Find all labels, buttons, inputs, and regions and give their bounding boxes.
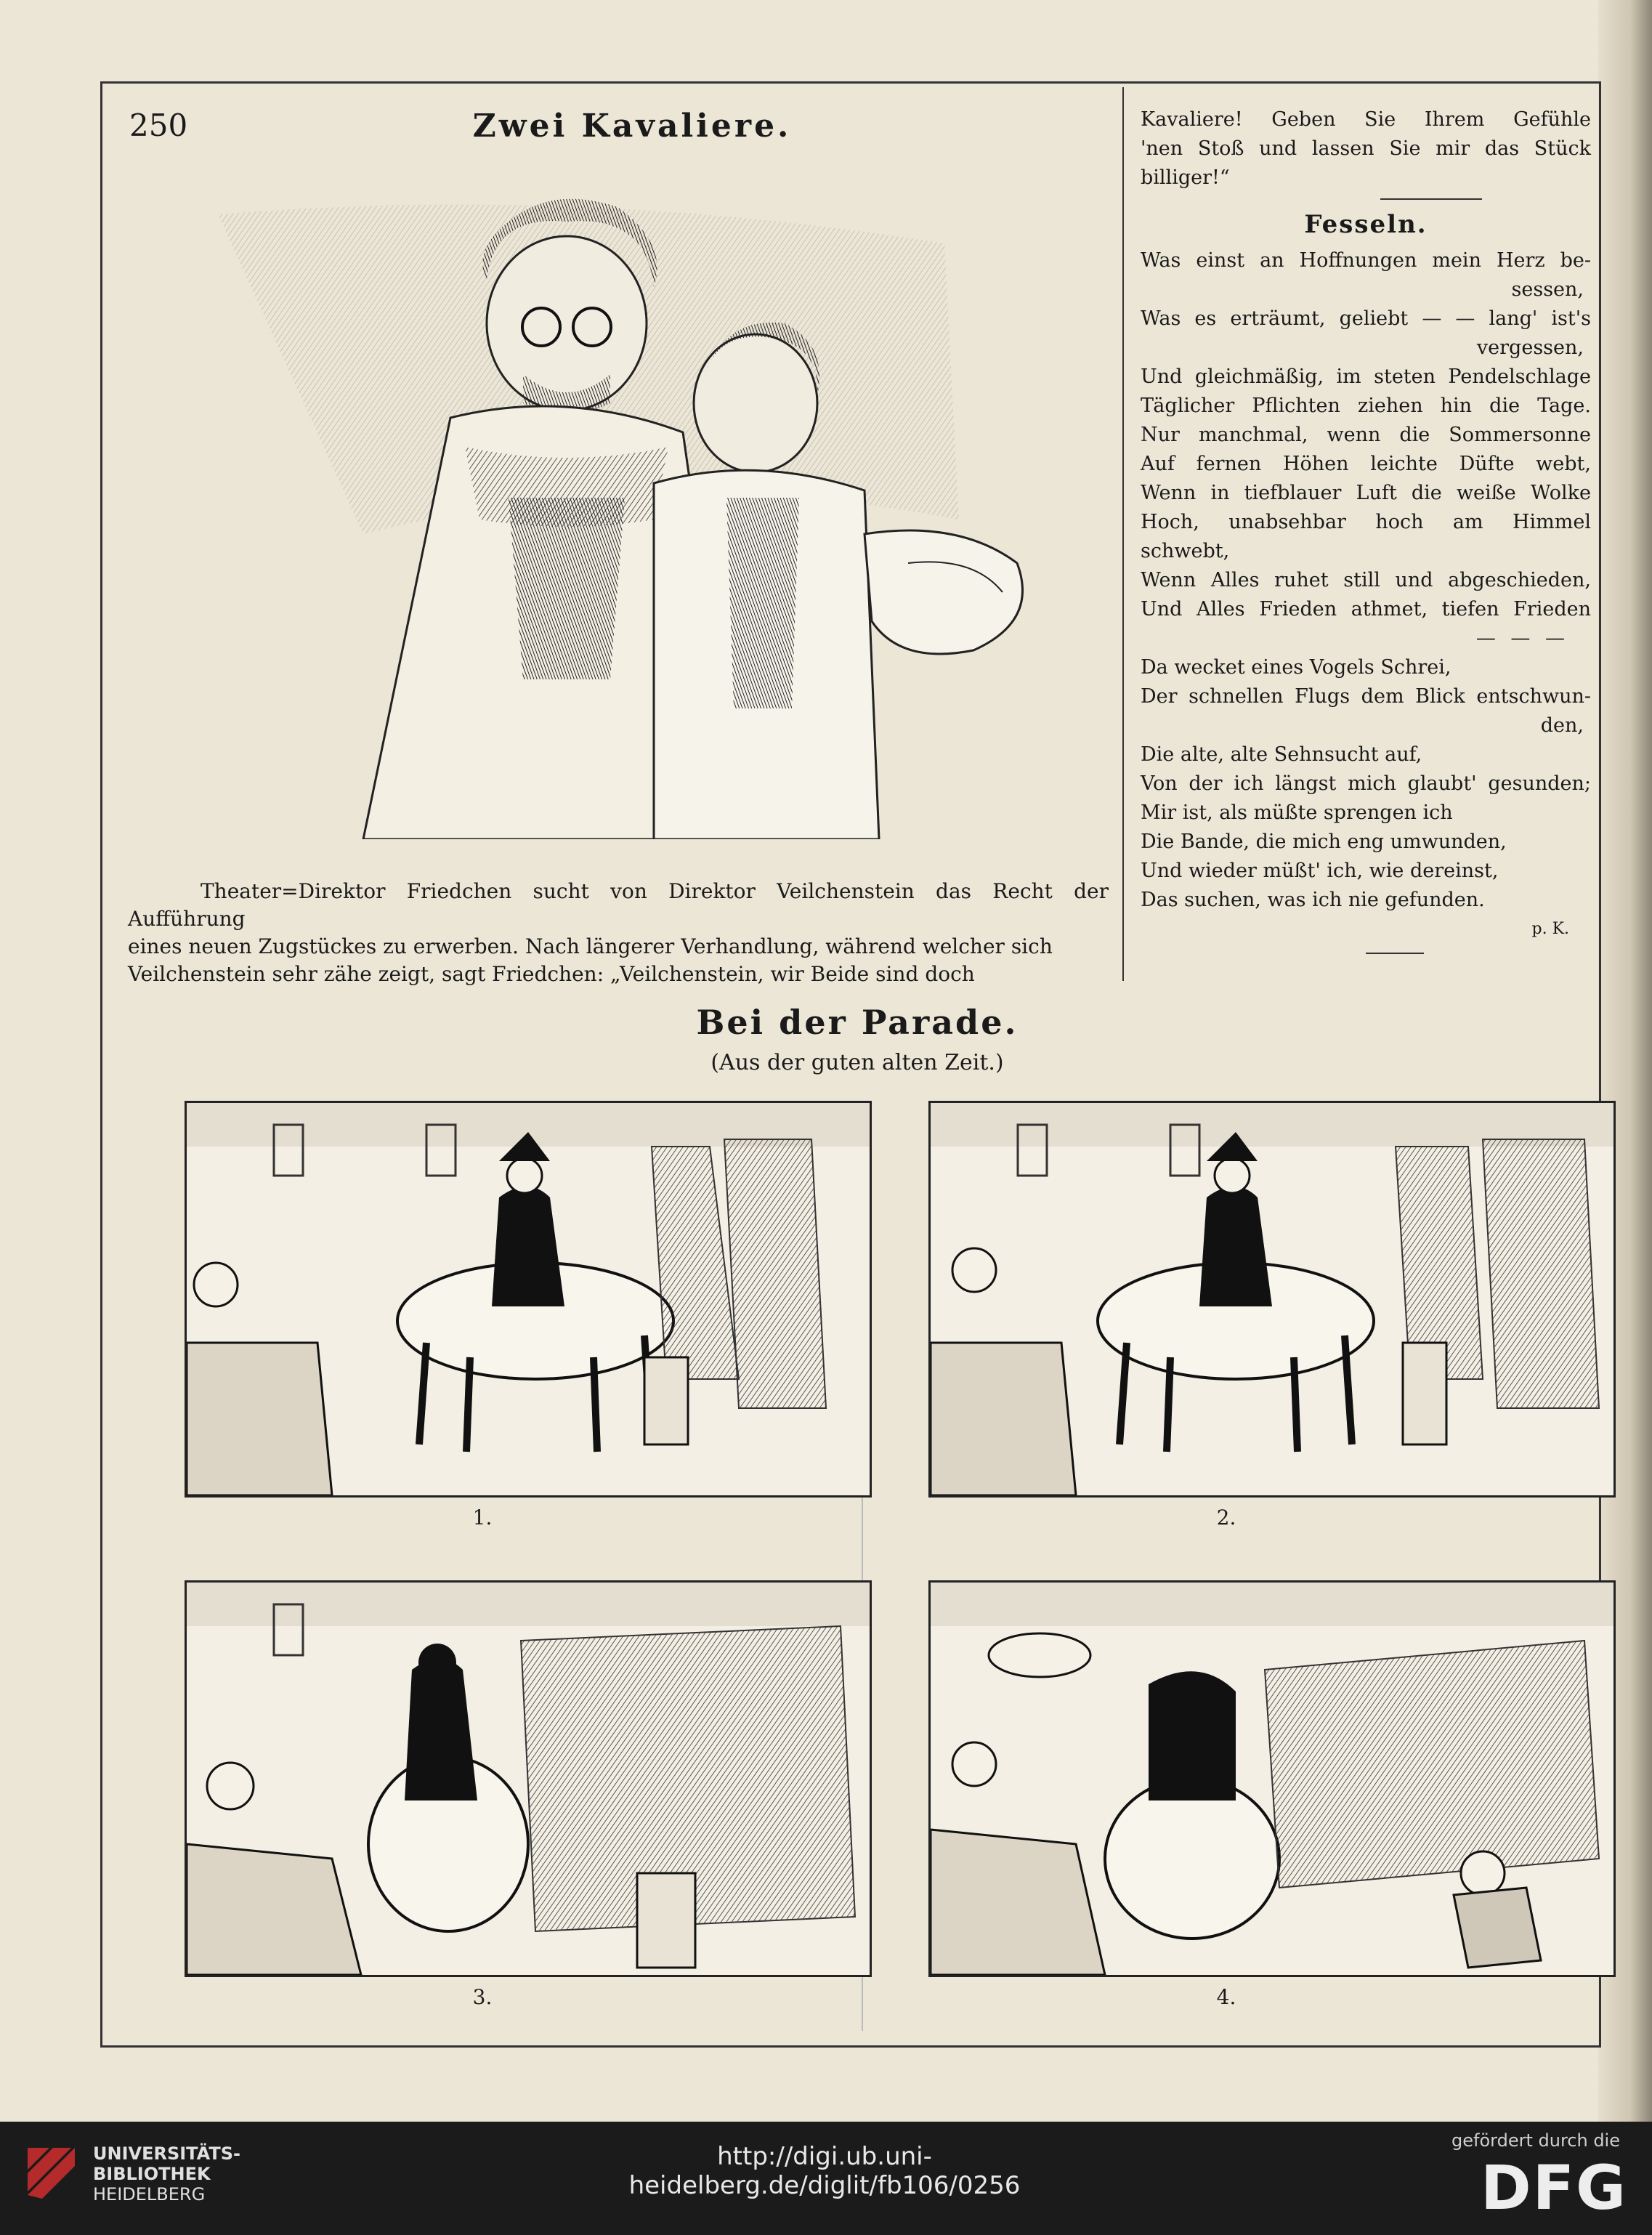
- poem-line: Auf fernen Höhen leichte Düfte webt,: [1141, 453, 1591, 475]
- poem-line: Mir ist, als müßte sprengen ich: [1141, 801, 1453, 824]
- panel-drawing: [931, 1583, 1613, 1975]
- stanza-separator: — — —: [1475, 627, 1569, 650]
- poem-line: Und gleichmäßig, im steten Pendelschlage: [1141, 365, 1591, 388]
- column-divider: [1122, 87, 1124, 981]
- poem-line: Wenn Alles ruhet still und abgeschieden,: [1141, 569, 1591, 591]
- poem-line: Wenn in tiefblauer Luft die weiße Wolke: [1141, 482, 1591, 504]
- comic-panel-4: [928, 1580, 1616, 1977]
- illustration-caption: [128, 878, 1109, 988]
- panel-number: 4.: [1216, 1985, 1236, 2009]
- right-column: [1141, 105, 1591, 954]
- comic-title: Bei der Parade.: [696, 1003, 1019, 1042]
- panel-number: 2.: [1216, 1506, 1236, 1529]
- poem-line: Die Bande, die mich eng umwunden,: [1141, 830, 1507, 853]
- library-logo-icon: [20, 2141, 78, 2213]
- comic-panel-1: [185, 1101, 872, 1498]
- comic-subtitle: (Aus der guten alten Zeit.): [710, 1050, 1004, 1075]
- poem-title: Fesseln.: [1304, 210, 1428, 239]
- panel-number: 1.: [472, 1506, 493, 1529]
- poem-line: Was es erträumt, geliebt — — lang' ist's: [1141, 307, 1591, 330]
- poem-line: den,: [1540, 714, 1584, 737]
- section-rule: [1366, 953, 1424, 954]
- poem-signature: p. K.: [1531, 920, 1569, 938]
- library-name-line: UNIVERSITÄTS-: [93, 2143, 241, 2164]
- permalink-url[interactable]: http://digi.ub.uni-heidelberg.de/diglit/fb106/0256: [628, 2142, 1021, 2200]
- comic-panel-2: [928, 1101, 1616, 1498]
- caption-continuation-line: billiger!“: [1141, 166, 1230, 189]
- section-rule: [1380, 198, 1482, 200]
- panel-drawing: [187, 1583, 870, 1975]
- poem-line: Und wieder müßt' ich, wie dereinst,: [1141, 860, 1499, 882]
- library-name-line: BIBLIOTHEK: [93, 2164, 211, 2184]
- poem-line: Hoch, unabsehbar hoch am Himmel schwebt,: [1141, 511, 1591, 562]
- poem-line: vergessen,: [1476, 336, 1584, 359]
- caption-line: eines neuen Zugstückes zu erwerben. Nach längerer Verhandlung, während welcher sich: [128, 934, 1053, 958]
- poem-line: sessen,: [1511, 278, 1584, 301]
- caption-continuation-line: Kavaliere! Geben Sie Ihrem Gefühle: [1141, 108, 1591, 131]
- poem-line: Nur manchmal, wenn die Sommersonne: [1141, 424, 1591, 446]
- library-name-line: HEIDELBERG: [93, 2184, 206, 2204]
- library-name: [93, 2143, 240, 2204]
- caption-line: Veilchenstein sehr zähe zeigt, sagt Friedchen: „Veilchenstein, wir Beide sind doch: [128, 962, 975, 986]
- poem-line: Die alte, alte Sehnsucht auf,: [1141, 743, 1422, 766]
- poem-line: Was einst an Hoffnungen mein Herz be-: [1141, 249, 1591, 272]
- panel-drawing: [187, 1103, 870, 1495]
- article-title: Zwei Kavaliere.: [472, 108, 792, 145]
- poem-line: Da wecket eines Vogels Schrei,: [1141, 656, 1451, 679]
- funding-note: gefördert durch die: [1451, 2130, 1620, 2151]
- panel-number: 3.: [472, 1985, 493, 2009]
- poem-line: Der schnellen Flugs dem Blick entschwun-: [1141, 685, 1591, 708]
- poem-line: Und Alles Frieden athmet, tiefen Frieden: [1141, 598, 1591, 621]
- page-number: 250: [129, 108, 188, 143]
- poem-line: Von der ich längst mich glaubt' gesunden;: [1141, 772, 1591, 795]
- poem-line: Täglicher Pflichten ziehen hin die Tage.: [1141, 395, 1591, 417]
- caption-continuation-line: 'nen Stoß und lassen Sie mir das Stück: [1141, 137, 1591, 160]
- funder-logo: DFG: [1480, 2152, 1627, 2223]
- panel-drawing: [931, 1103, 1613, 1495]
- poem-line: Das suchen, was ich nie gefunden.: [1141, 889, 1485, 911]
- illustration-two-men: [145, 156, 1082, 839]
- comic-panel-3: [185, 1580, 872, 1977]
- caption-line: Theater=Direktor Friedchen sucht von Direktor Veilchenstein das Recht der Aufführung: [128, 879, 1109, 931]
